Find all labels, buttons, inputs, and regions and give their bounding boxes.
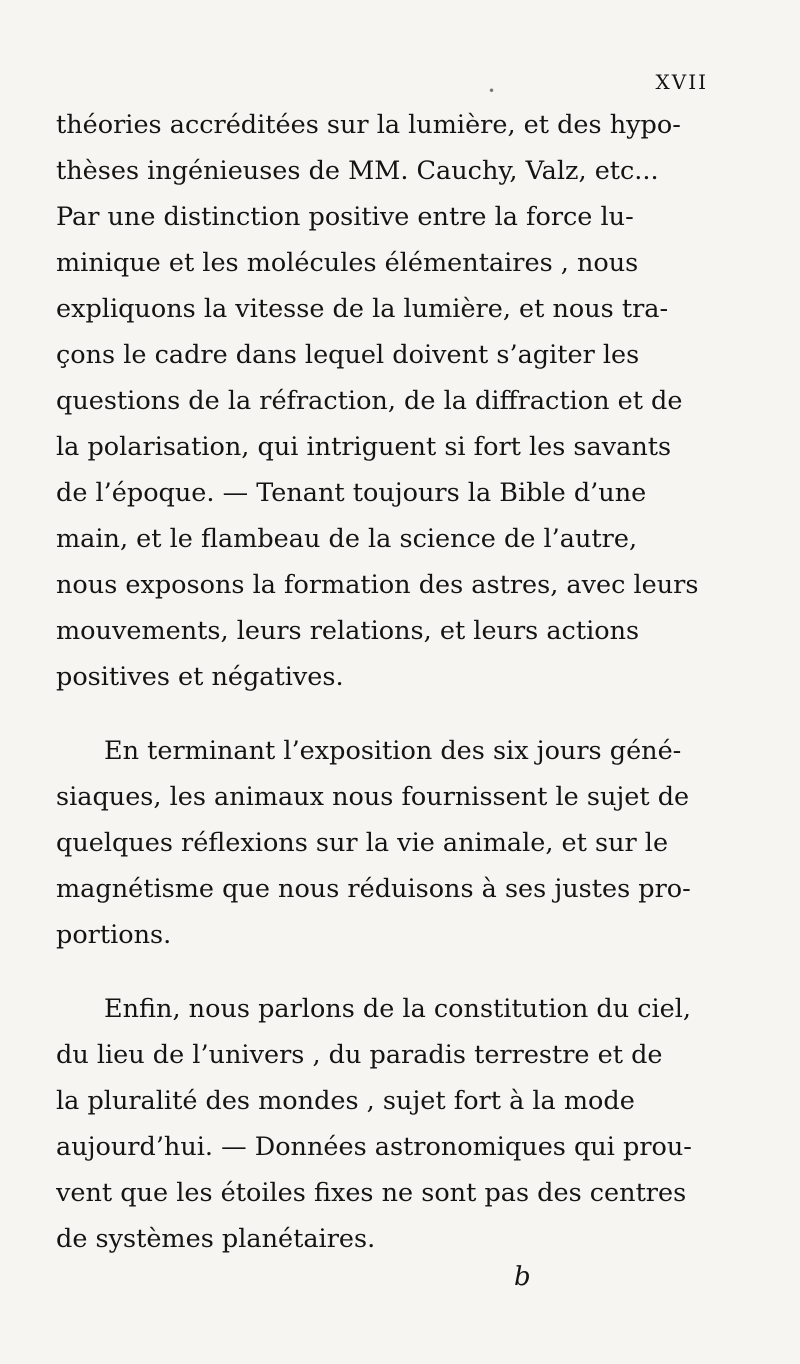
- text-line: la polarisation, qui intriguent si fort les savants: [56, 432, 672, 462]
- paragraph-2: [56, 728, 740, 958]
- body-text: [56, 102, 740, 1262]
- signature-mark: b: [514, 1262, 531, 1292]
- text-line: siaques, les animaux nous fournissent le sujet de: [56, 782, 690, 812]
- text-line: questions de la réfraction, de la diffraction et de: [56, 386, 683, 416]
- text-line: minique et les molécules élémentaires , nous: [56, 248, 639, 278]
- text-line: nous exposons la formation des astres, avec leurs: [56, 570, 699, 600]
- text-line: de l’époque. — Tenant toujours la Bible d’une: [56, 478, 647, 508]
- text-line: main, et le flambeau de la science de l’autre,: [56, 524, 638, 554]
- text-line: positives et négatives.: [56, 662, 344, 692]
- text-line: la pluralité des mondes , sujet fort à la mode: [56, 1086, 635, 1116]
- text-line: Par une distinction positive entre la force lu-: [56, 202, 634, 232]
- text-line: quelques réflexions sur la vie animale, et sur le: [56, 828, 669, 858]
- text-line: Enfin, nous parlons de la constitution du ciel,: [104, 994, 692, 1024]
- page-number: XVII: [655, 70, 708, 94]
- text-line: magnétisme que nous réduisons à ses justes pro-: [56, 874, 691, 904]
- text-line: expliquons la vitesse de la lumière, et nous tra-: [56, 294, 669, 324]
- text-line: mouvements, leurs relations, et leurs actions: [56, 616, 640, 646]
- text-line: En terminant l’exposition des six jours géné-: [104, 736, 682, 766]
- paragraph-3: [56, 986, 740, 1262]
- text-line: aujourd’hui. — Données astronomiques qui prou-: [56, 1132, 692, 1162]
- text-line: de systèmes planétaires.: [56, 1224, 376, 1254]
- text-line: thèses ingénieuses de MM. Cauchy, Valz, etc...: [56, 156, 659, 186]
- text-line: portions.: [56, 920, 172, 950]
- text-line: du lieu de l’univers , du paradis terrestre et de: [56, 1040, 663, 1070]
- text-line: vent que les étoiles fixes ne sont pas des centres: [56, 1178, 687, 1208]
- text-line: théories accréditées sur la lumière, et des hypo-: [56, 110, 681, 140]
- ink-speck: •: [488, 84, 496, 98]
- paragraph-1: [56, 102, 740, 700]
- text-line: çons le cadre dans lequel doivent s’agiter les: [56, 340, 640, 370]
